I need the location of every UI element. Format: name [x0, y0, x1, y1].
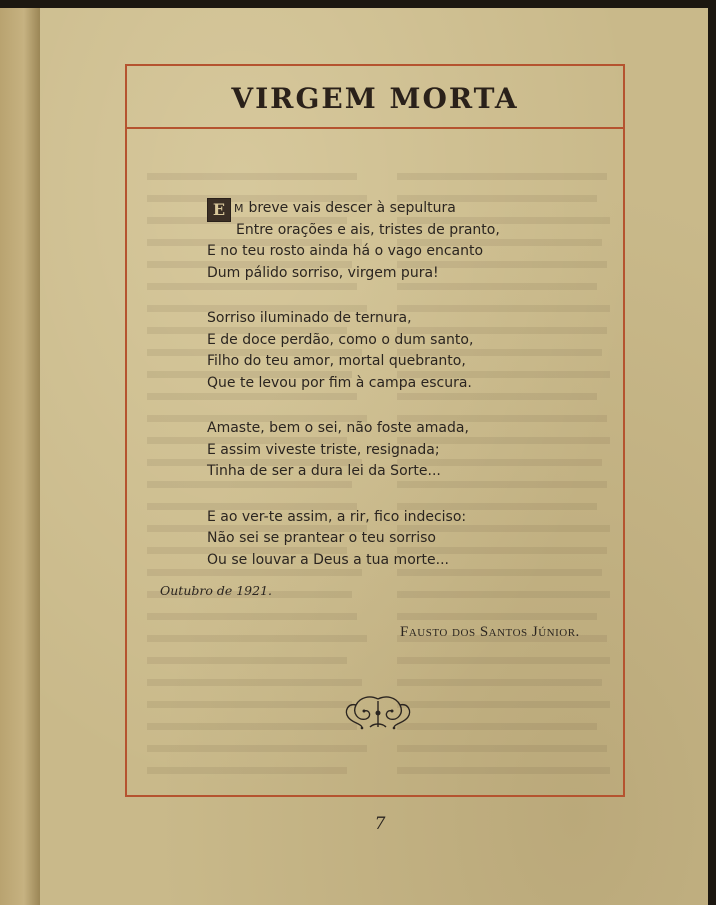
poem-line: Amaste, bem o sei, não foste amada,	[207, 420, 469, 436]
poem-line: Sorriso iluminado de ternura,	[207, 310, 412, 326]
poem-line-text: breve vais descer à sepultura	[244, 200, 456, 216]
stanza-gap	[207, 483, 567, 507]
title-underline-rule	[125, 127, 625, 129]
stanza-gap	[207, 394, 567, 418]
page-number: 7	[374, 814, 386, 834]
poem-line: E no teu rosto ainda há o vago encanto	[207, 243, 484, 259]
poem-title: VIRGEM MORTA	[231, 82, 519, 115]
poem-line: Ou se louvar a Deus a tua morte...	[207, 551, 449, 568]
poem-date: Outubro de 1921.	[160, 583, 273, 598]
stanza-gap	[207, 284, 567, 308]
poem-line: Entre orações e ais, tristes de pranto,	[236, 221, 500, 238]
poem-line: Filho do teu amor, mortal quebranto,	[207, 353, 466, 369]
poem-line: Tinha de ser a dura lei da Sorte...	[207, 463, 441, 479]
poem-author: Fausto dos Santos Júnior.	[400, 624, 580, 640]
poem-line: E de doce perdão, como o dum santo,	[207, 331, 474, 348]
poem-line: Que te levou por fim à campa escura.	[207, 374, 472, 391]
floral-ornament-icon	[340, 693, 416, 733]
drop-cap-continuation: M	[234, 202, 244, 215]
poem-line: Dum pálido sorriso, virgem pura!	[207, 264, 439, 281]
poem-line	[207, 198, 567, 220]
left-page-edge	[0, 8, 40, 905]
drop-cap-letter: E	[207, 198, 231, 222]
poem-line: Não sei se prantear o teu sorriso	[207, 530, 436, 546]
poem-line: E assim viveste triste, resignada;	[207, 441, 440, 458]
poem-line: E ao ver-te assim, a rir, fico indeciso:	[207, 508, 467, 525]
poem-body	[207, 198, 567, 571]
